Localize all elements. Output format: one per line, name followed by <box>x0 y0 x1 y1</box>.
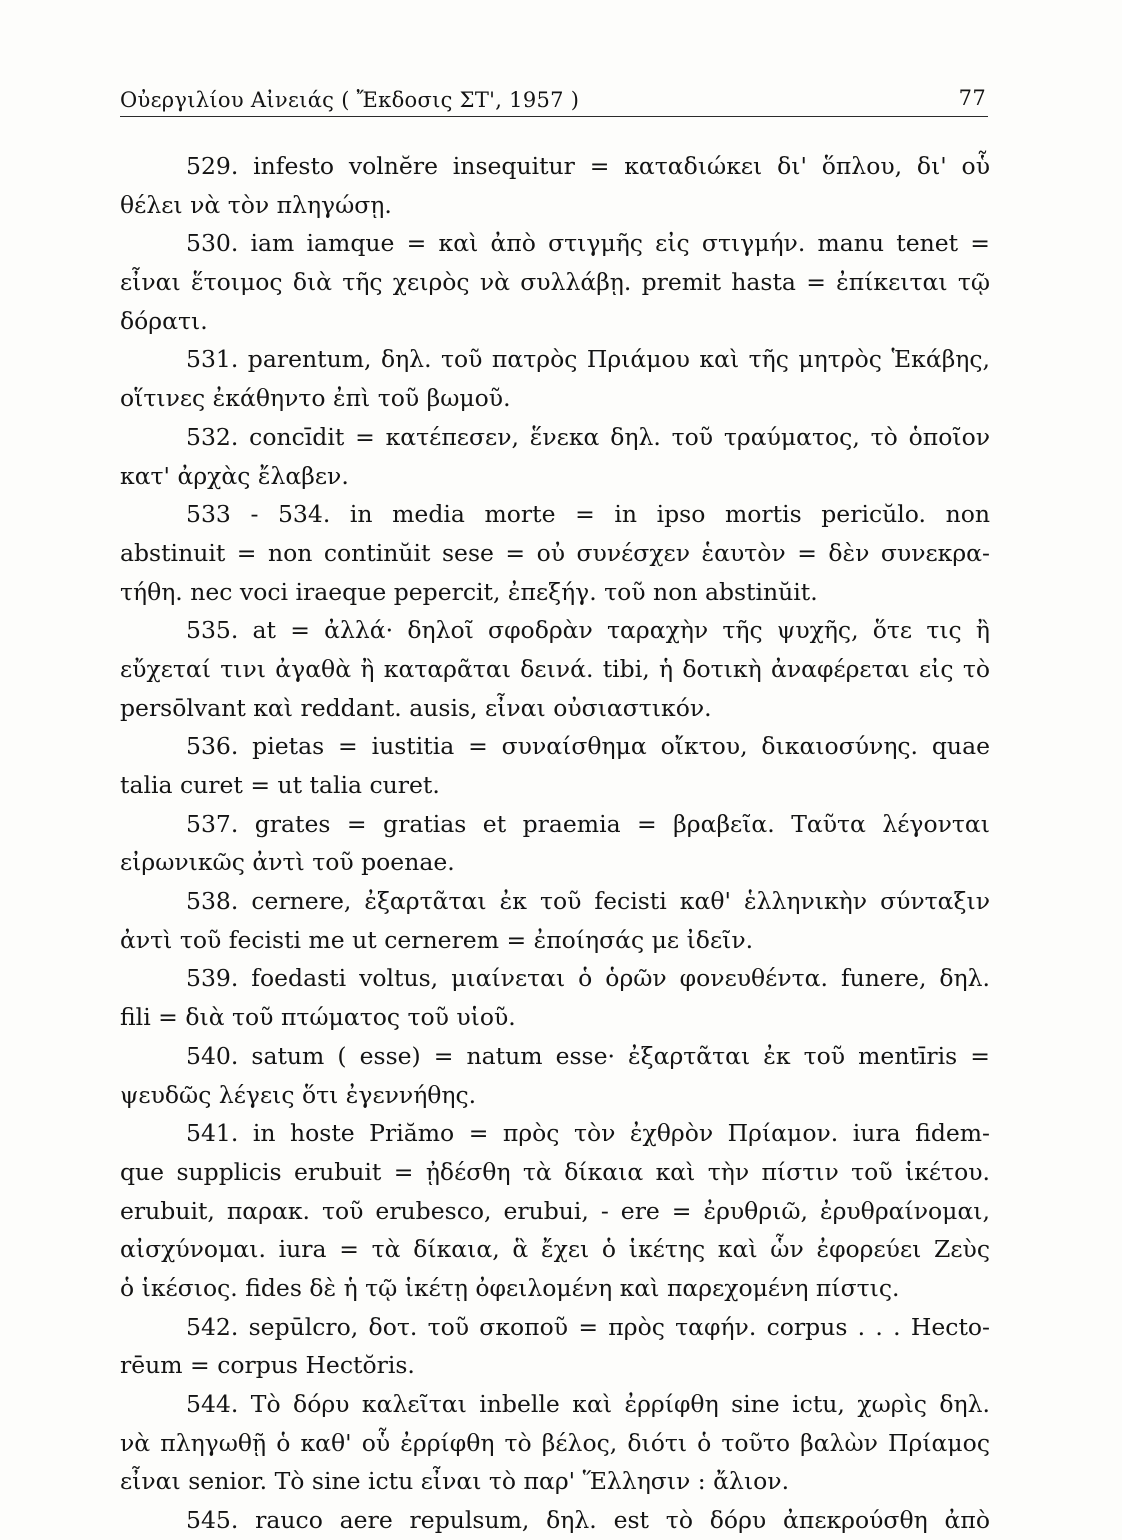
text-line: talia curet = ut talia curet. <box>120 771 440 799</box>
text-line: κατ' ἀρχὰς ἔλαβεν. <box>120 461 349 490</box>
page-number: 77 <box>958 86 986 110</box>
text-line: ψευδῶς λέγεις ὅτι ἐγεννήθης. <box>120 1080 477 1109</box>
text-line: 542. sepūlcro, δοτ. τοῦ σκοποῦ = πρὸς ταφήν. corpus . . . Hecto- <box>186 1312 990 1341</box>
text-line: rēum = corpus Hectŏris. <box>120 1351 415 1380</box>
text-line: τήθη. nec voci iraeque pepercit, ἐπεξήγ. τοῦ non abstinŭit. <box>120 577 818 606</box>
commentary-text <box>120 147 990 1540</box>
text-line: 536. pietas = iustitia = συναίσθημα οἴκτου, δικαιοσύνης. quae <box>186 732 990 761</box>
text-line: ὁ ἱκέσιος. fides δὲ ἡ τῷ ἱκέτῃ ὀφειλομένη καὶ παρεχομένη πίστις. <box>120 1273 900 1302</box>
text-line: εἶναι ἕτοιμος διὰ τῆς χειρὸς νὰ συλλάβῃ. premit hasta = ἐπίκειται τῷ <box>120 268 990 297</box>
text-line: fili = διὰ τοῦ πτώματος τοῦ υἱοῦ. <box>120 1003 516 1032</box>
text-line: νὰ πληγωθῇ ὁ καθ' οὗ ἐρρίφθη τὸ βέλος, διότι ὁ τοῦτο βαλὼν Πρίαμος <box>120 1428 990 1457</box>
text-line: εὔχεταί τινι ἀγαθὰ ἢ καταρᾶται δεινά. tibi, ἡ δοτικὴ ἀναφέρεται εἰς τὸ <box>120 654 990 683</box>
text-line: 537. grates = gratias et praemia = βραβεῖα. Ταῦτα λέγονται <box>186 809 990 838</box>
text-line: 545. rauco aere repulsum, δηλ. est τὸ δόρυ ἀπεκρούσθη ἀπὸ <box>186 1506 990 1535</box>
text-line: 541. in hoste Priămo = πρὸς τὸν ἐχθρὸν Πρίαμον. iura fidem- <box>186 1119 990 1148</box>
text-line: αἰσχύνομαι. iura = τὰ δίκαια, ἃ ἔχει ὁ ἱκέτης καὶ ὧν ἐφορεύει Ζεὺς <box>120 1235 990 1264</box>
text-line: 529. infesto volnĕre insequitur = καταδιώκει δι' ὅπλου, δι' οὗ <box>186 152 990 180</box>
text-line: 540. satum ( esse) = natum esse· ἐξαρτᾶται ἐκ τοῦ mentīris = <box>186 1041 990 1070</box>
text-line: 533 - 534. in media morte = in ipso mortis pericŭlo. non <box>186 500 990 529</box>
text-line: ἀντὶ τοῦ fecisti me ut cernerem = ἐποίησάς με ἰδεῖν. <box>120 925 754 954</box>
text-line: θέλει νὰ τὸν πληγώσῃ. <box>120 190 392 219</box>
text-line: 530. iam iamque = καὶ ἀπὸ στιγμῆς εἰς στιγμήν. manu tenet = <box>186 229 990 258</box>
text-line: 539. foedasti voltus, μιαίνεται ὁ ὁρῶν φονευθέντα. funere, δηλ. <box>186 964 990 993</box>
text-line: εἶναι senior. Τὸ sine ictu εἶναι τὸ παρ' Ἕλλησιν : ἄλιον. <box>120 1467 790 1496</box>
text-line: εἰρωνικῶς ἀντὶ τοῦ poenae. <box>120 848 455 877</box>
running-head <box>120 82 988 117</box>
text-line: οἵτινες ἐκάθηντο ἐπὶ τοῦ βωμοῦ. <box>120 384 511 413</box>
text-line: 538. cernere, ἐξαρτᾶται ἐκ τοῦ fecisti καθ' ἑλληνικὴν σύνταξιν <box>186 887 990 916</box>
text-line: 532. concīdit = κατέπεσεν, ἕνεκα δηλ. τοῦ τραύματος, τὸ ὁποῖον <box>186 422 990 451</box>
text-line: persōlvant καὶ reddant. ausis, εἶναι οὐσιαστικόν. <box>120 693 712 722</box>
running-title: Οὐεργιλίου Αἰνειάς ( Ἔκδοσις ΣΤ', 1957 ) <box>120 88 580 112</box>
text-line: 544. Τὸ δόρυ καλεῖται inbelle καὶ ἐρρίφθη sine ictu, χωρὶς δηλ. <box>186 1390 990 1418</box>
text-line: δόρατι. <box>120 306 208 335</box>
text-line: 535. at = ἀλλά· δηλοῖ σφοδρὰν ταραχὴν τῆς ψυχῆς, ὅτε τις ἢ <box>186 616 990 645</box>
text-line: erubuit, παρακ. τοῦ erubesco, erubui, - ere = ἐρυθριῶ, ἐρυθραίνομαι, <box>120 1196 990 1225</box>
text-line: abstinuit = non continŭit sese = οὐ συνέσχεν ἑαυτὸν = δὲν συνεκρα- <box>120 538 990 567</box>
text-line: que supplicis erubuit = ᾐδέσθη τὰ δίκαια καὶ τὴν πίστιν τοῦ ἱκέτου. <box>120 1157 990 1186</box>
text-line: 531. parentum, δηλ. τοῦ πατρὸς Πριάμου καὶ τῆς μητρὸς Ἑκάβης, <box>186 345 990 374</box>
